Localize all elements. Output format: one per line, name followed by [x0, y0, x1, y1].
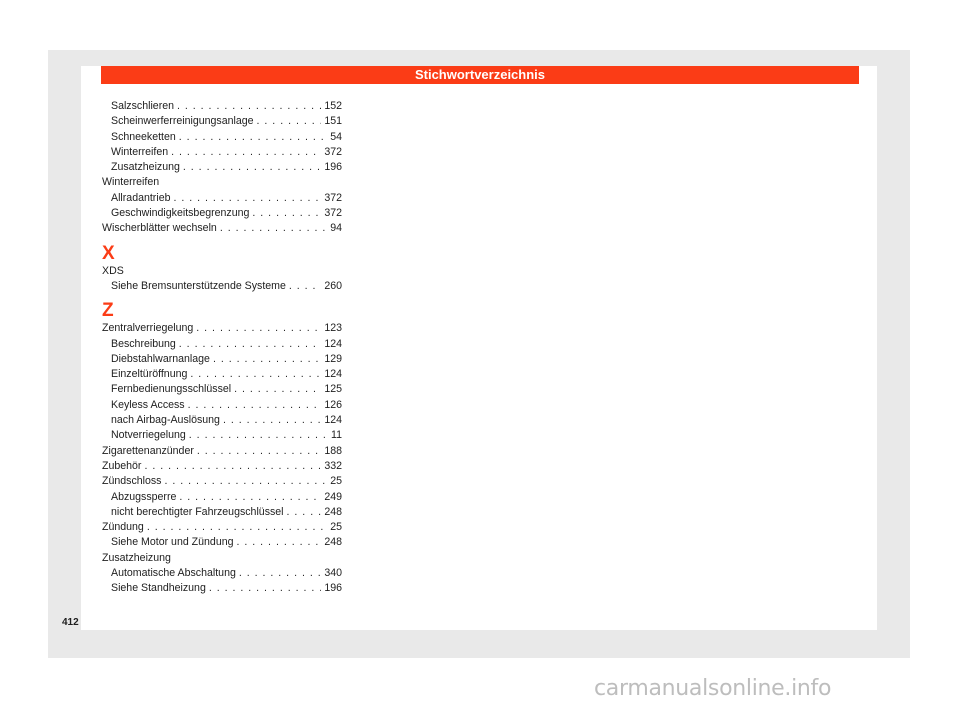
index-entry-label: nach Airbag-Auslösung — [111, 414, 220, 427]
watermark: carmanualsonline.info — [594, 676, 832, 701]
index-entry-page: 196 — [324, 582, 342, 595]
index-entry — [102, 175, 342, 190]
index-entry-label: Siehe Bremsunterstützende Systeme — [111, 279, 286, 292]
index-entry — [102, 221, 342, 236]
index-entry — [102, 490, 342, 505]
index-entry — [102, 581, 342, 596]
index-entry-page: 25 — [330, 475, 342, 488]
index-entry — [102, 551, 342, 566]
dot-leader — [234, 382, 321, 397]
index-entry — [102, 191, 342, 206]
dot-leader — [173, 191, 321, 206]
index-entry — [102, 160, 342, 175]
index-entry-page: 125 — [324, 383, 342, 396]
section-header: Stichwortverzeichnis — [101, 66, 859, 84]
index-entry-label: Allradantrieb — [111, 191, 171, 204]
index-column — [102, 99, 342, 597]
index-entry-page: 124 — [324, 414, 342, 427]
index-entry — [102, 99, 342, 114]
index-entry-page: 94 — [330, 222, 342, 235]
index-entry-page: 152 — [324, 100, 342, 112]
index-entry — [102, 520, 342, 535]
index-entry — [102, 206, 342, 221]
index-entry — [102, 337, 342, 352]
dot-leader — [189, 428, 328, 443]
index-entry — [102, 428, 342, 443]
index-entry-label: Zündschloss — [102, 475, 162, 488]
dot-leader — [209, 581, 321, 596]
dot-leader — [223, 413, 321, 428]
page-number: 412 — [62, 617, 79, 628]
dot-leader — [287, 505, 322, 520]
index-entry — [102, 114, 342, 129]
index-entry-page: 372 — [324, 145, 342, 158]
dot-leader — [183, 160, 321, 175]
index-entry-label: Siehe Standheizung — [111, 582, 206, 595]
dot-leader — [177, 99, 321, 114]
index-entry-page: 260 — [324, 279, 342, 292]
index-entry — [102, 352, 342, 367]
dot-leader — [213, 352, 321, 367]
index-entry — [102, 382, 342, 397]
index-entry-page: 124 — [324, 337, 342, 350]
dot-leader — [179, 130, 327, 145]
dot-leader — [196, 321, 321, 336]
index-entry-page: 124 — [324, 368, 342, 381]
index-entry-label: Keyless Access — [111, 398, 185, 411]
index-entry-page: 151 — [324, 115, 342, 128]
index-entry-label: Zentralverriegelung — [102, 322, 194, 335]
index-entry — [102, 505, 342, 520]
index-entry-label: Zündung — [102, 521, 144, 534]
dot-leader — [252, 206, 321, 221]
index-entry-label: Fernbedienungsschlüssel — [111, 383, 232, 396]
dot-leader — [171, 145, 321, 160]
index-entry — [102, 566, 342, 581]
index-entry-label: Geschwindigkeitsbegrenzung — [111, 207, 250, 220]
index-entry-label: Scheinwerferreinigungsanlage — [111, 115, 254, 128]
index-entry-label: Wischerblätter wechseln — [102, 222, 217, 235]
index-entry — [102, 130, 342, 145]
dot-leader — [220, 221, 327, 236]
index-entry — [102, 535, 342, 550]
index-entry — [102, 459, 342, 474]
index-entry-page: 188 — [324, 444, 342, 457]
index-entry-label: Einzeltüröffnung — [111, 368, 188, 381]
index-entry-label: Zigarettenanzünder — [102, 444, 194, 457]
index-entry-label: Siehe Motor und Zündung — [111, 536, 234, 549]
index-entry-page: 248 — [324, 505, 342, 518]
index-entry-label: Winterreifen — [111, 145, 169, 158]
index-entry — [102, 474, 342, 489]
dot-leader — [179, 337, 322, 352]
index-entry-page: 129 — [324, 352, 342, 365]
dot-leader — [237, 535, 322, 550]
index-entry-page: 249 — [324, 490, 342, 503]
index-entry-page: 372 — [324, 207, 342, 220]
index-entry — [102, 444, 342, 459]
dot-leader — [144, 459, 321, 474]
index-entry — [102, 367, 342, 382]
index-entry — [102, 264, 342, 279]
index-entry-page: 372 — [324, 191, 342, 204]
index-block-x — [102, 264, 342, 295]
dot-leader — [197, 444, 321, 459]
index-entry — [102, 145, 342, 160]
index-entry-page: 340 — [324, 567, 342, 580]
index-entry-label: Zubehör — [102, 459, 142, 472]
index-entry-label: Beschreibung — [111, 337, 176, 350]
index-entry-label: Zusatzheizung — [102, 551, 171, 564]
index-entry-label: nicht berechtigter Fahrzeugschlüssel — [111, 505, 284, 518]
dot-leader — [190, 367, 321, 382]
index-entry-label: Abzugssperre — [111, 490, 177, 503]
index-entry-label: Zusatzheizung — [111, 161, 180, 174]
index-entry-label: Salzschlieren — [111, 100, 175, 112]
dot-leader — [188, 398, 322, 413]
index-letter-x: X — [102, 242, 115, 264]
dot-leader — [164, 474, 327, 489]
index-entry-label: Schneeketten — [111, 130, 176, 143]
index-entry — [102, 279, 342, 294]
dot-leader — [179, 490, 321, 505]
dot-leader — [147, 520, 327, 535]
index-entry-page: 126 — [324, 398, 342, 411]
index-entry-page: 332 — [324, 459, 342, 472]
index-entry-page: 123 — [324, 322, 342, 335]
dot-leader — [257, 114, 322, 129]
index-entry-page: 248 — [324, 536, 342, 549]
index-entry-label: Notverriegelung — [111, 429, 186, 442]
index-entry-label: Diebstahlwarnanlage — [111, 352, 210, 365]
index-entry-page: 25 — [330, 521, 342, 534]
index-entry-label: XDS — [102, 264, 124, 277]
index-entry — [102, 398, 342, 413]
index-block-w — [102, 99, 342, 237]
dot-leader — [289, 279, 321, 294]
index-entry-page: 54 — [330, 130, 342, 143]
index-entry-page: 196 — [324, 161, 342, 174]
index-entry — [102, 321, 342, 336]
index-entry-label: Winterreifen — [102, 176, 160, 189]
index-block-z — [102, 321, 342, 596]
dot-leader — [239, 566, 321, 581]
index-entry-page: 11 — [331, 429, 342, 442]
index-letter-z: Z — [102, 300, 114, 322]
index-entry-label: Automatische Abschaltung — [111, 567, 236, 580]
index-entry — [102, 413, 342, 428]
